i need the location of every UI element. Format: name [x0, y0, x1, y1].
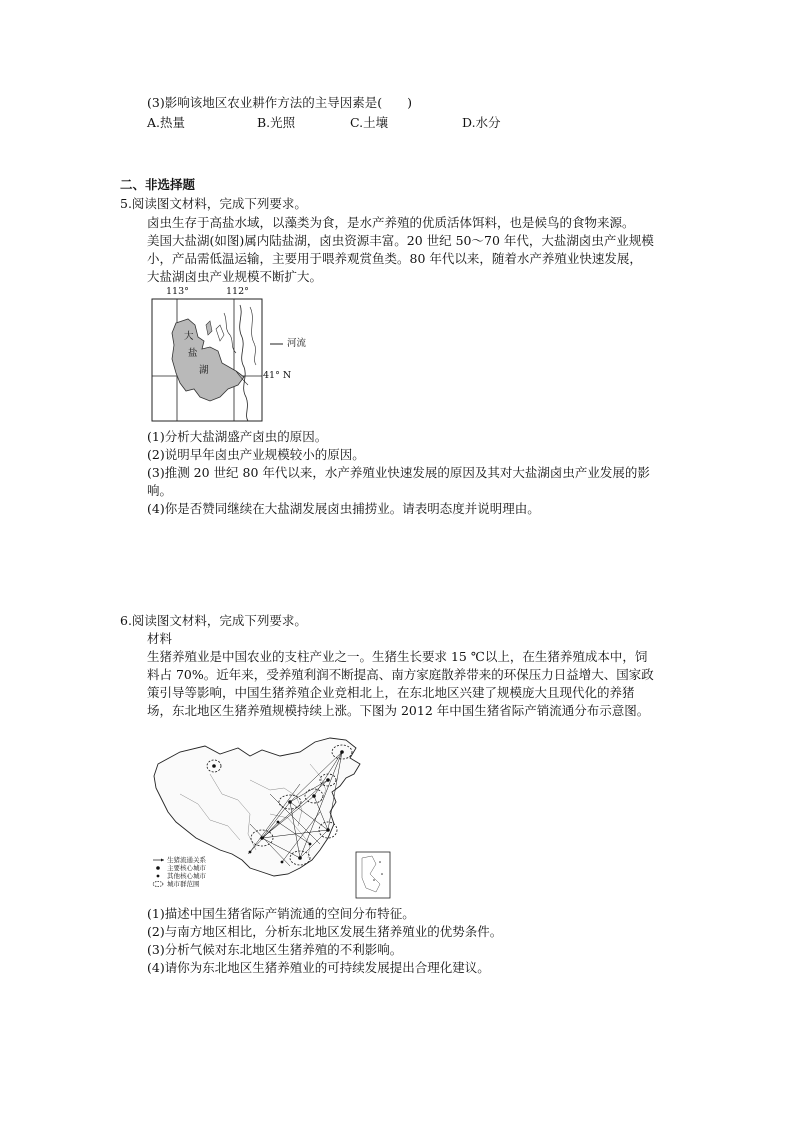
q6-passage-line: 料占 70%。近年来，受养殖利润不断提高、南方家庭散养带来的环保压力日益增大、国家政 [147, 667, 654, 682]
river-line [240, 305, 248, 421]
q6-material-label: 材料 [147, 631, 173, 646]
lake-label-char: 盐 [188, 348, 198, 359]
q5-passage-line: 大盐湖卤虫产业规模不断扩大。 [147, 269, 323, 284]
q6-passage-line: 策引导等影响，中国生猪养殖企业竞相北上，在东北地区兴建了规模庞大且现代化的养猪 [147, 685, 635, 700]
q6-question: (3)分析气候对东北地区生猪养殖的不利影响。 [147, 942, 403, 957]
latitude-label: 41° N [263, 370, 292, 381]
q5-question: (3)推测 20 世纪 80 年代以来，水产养殖业快速发展的原因及其对大盐湖卤虫产业发展的影 [147, 465, 650, 480]
q5-passage-line: 卤虫生存于高盐水域，以藻类为食，是水产养殖的优质活体饵料，也是候鸟的食物来源。 [147, 215, 635, 230]
lake-label-char: 湖 [199, 365, 209, 376]
legend-urban-cluster-label: 城市群范围 [167, 880, 200, 888]
q3-option-b: B.光照 [257, 115, 296, 130]
longitude-label: 113° [166, 286, 189, 297]
section-heading: 二、非选择题 [120, 177, 196, 192]
q6-question: (4)请你为东北地区生猪养殖业的可持续发展提出合理化建议。 [147, 960, 490, 975]
q6-question: (2)与南方地区相比，分析东北地区发展生猪养殖业的优势条件。 [147, 924, 503, 939]
china-pig-flow-map [150, 734, 395, 902]
great-salt-lake-map [140, 285, 330, 425]
q6-question: (1)描述中国生猪省际产销流通的空间分布特征。 [147, 906, 415, 921]
longitude-label: 112° [226, 286, 249, 297]
q5-question: 响。 [147, 483, 173, 498]
q3-stem: (3)影响该地区农业耕作方法的主导因素是( ) [147, 95, 412, 110]
q6-intro: 6.阅读图文材料，完成下列要求。 [120, 613, 307, 628]
q3-option-a: A.热量 [147, 115, 186, 130]
q5-question: (1)分析大盐湖盛产卤虫的原因。 [147, 429, 328, 444]
legend-other-city-label: 其他核心城市 [167, 872, 206, 880]
q5-passage-line: 美国大盐湖(如图)属内陆盐湖，卤虫资源丰富。20 世纪 50～70 年代，大盐湖卤虫产业规模 [147, 233, 654, 248]
q5-question: (2)说明早年卤虫产业规模较小的原因。 [147, 447, 365, 462]
lake-label-char: 大 [184, 331, 194, 342]
legend-flow-label: 生猪流通关系 [167, 856, 206, 864]
q3-option-d: D.水分 [462, 115, 501, 130]
q6-passage-line: 场，东北地区生猪养殖规模持续上涨。下图为 2012 年中国生猪省际产销流通分布示意图。 [147, 703, 650, 718]
q3-option-c: C.土壤 [350, 115, 389, 130]
q5-passage-line: 小，产品需低温运输，主要用于喂养观赏鱼类。80 年代以来，随着水产养殖业快速发展， [147, 251, 642, 266]
q5-question: (4)你是否赞同继续在大盐湖发展卤虫捕捞业。请表明态度并说明理由。 [147, 501, 540, 516]
q5-intro: 5.阅读图文材料，完成下列要求。 [120, 196, 307, 211]
great-salt-lake-map-graphic [140, 285, 330, 425]
legend-river-label: 河流 [287, 338, 307, 349]
south-china-sea-inset [356, 852, 390, 898]
q6-passage-line: 生猪养殖业是中国农业的支柱产业之一。生猪生长要求 15 ℃以上，在生猪养殖成本中，饲 [147, 649, 648, 664]
legend-main-city-label: 主要核心城市 [167, 864, 206, 872]
